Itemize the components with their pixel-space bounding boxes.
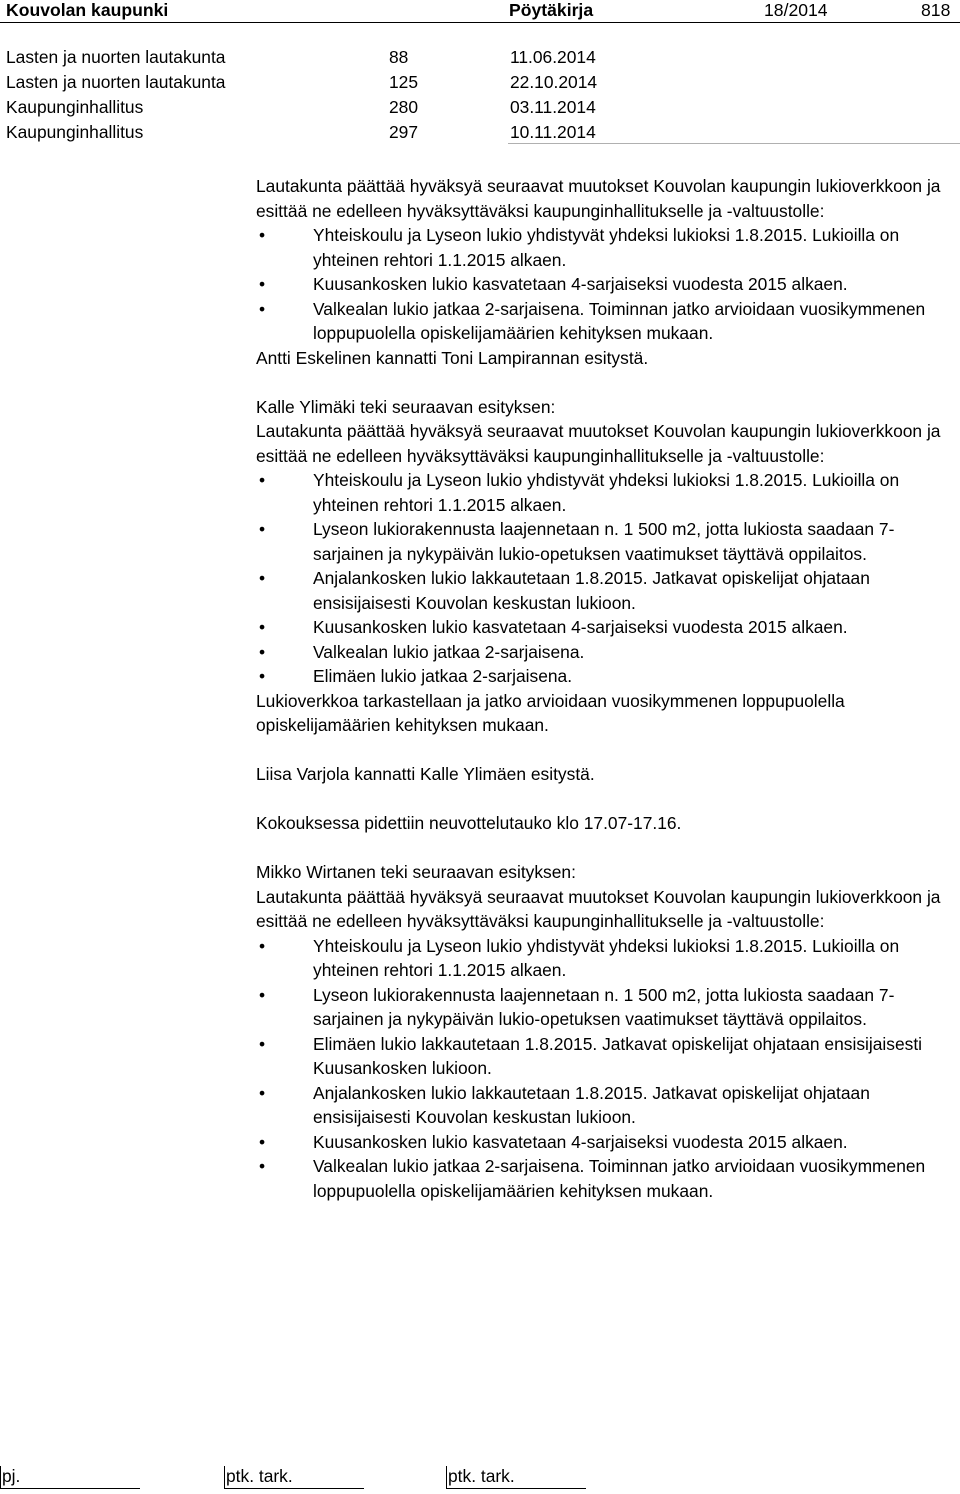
- document-type: Pöytäkirja: [509, 0, 594, 20]
- chair-initials-field: [0, 1466, 140, 1489]
- history-row: [6, 70, 946, 95]
- history-divider: [508, 143, 960, 144]
- list-item: • Valkealan lukio jatkaa 2-sarjaisena. Toiminnan jatko arvioidaan vuosikymmenen loppupuolella opiskelijamäärien kehityksen mukaan.: [256, 297, 946, 346]
- history-section-number: 88: [389, 47, 409, 67]
- meeting-break-note: Kokouksessa pidettiin neuvottelutauko klo 17.07-17.16.: [256, 813, 682, 833]
- field-divider: [224, 1466, 225, 1488]
- history-body: Lasten ja nuorten lautakunta: [6, 47, 226, 67]
- section1-bullets: [256, 223, 946, 346]
- bullet-icon: •: [258, 1131, 266, 1152]
- history-section-number: 125: [389, 72, 419, 92]
- section1-support: Antti Eskelinen kannatti Toni Lampirannan esitystä.: [256, 347, 649, 368]
- history-date: 22.10.2014: [510, 72, 598, 92]
- bullet-icon: •: [258, 225, 266, 245]
- history-row: [6, 45, 946, 70]
- section3-bullets: [256, 934, 946, 1204]
- bullet-icon: •: [258, 519, 266, 539]
- field-divider: [0, 1466, 1, 1488]
- section2-bullets: [256, 468, 946, 689]
- list-item: • Lyseon lukiorakennusta laajennetaan n. 1 500 m2, jotta lukiosta saadaan 7-sarjainen ja nykypäivän lukio-opetuksen vaatimukset täyttävä oppilaitos.: [256, 517, 946, 566]
- list-item: • Anjalankosken lukio lakkautetaan 1.8.2015. Jatkavat opiskelijat ohjataan ensisijaisesti Kouvolan keskustan lukioon.: [256, 1081, 946, 1130]
- history-section-number: 280: [389, 97, 419, 117]
- list-item: • Valkealan lukio jatkaa 2-sarjaisena.: [256, 640, 946, 665]
- history-date: 10.11.2014: [510, 122, 596, 142]
- bullet-icon: •: [258, 470, 266, 490]
- section2-intro: Lautakunta päättää hyväksyä seuraavat muutokset Kouvolan kaupungin lukioverkkoon ja esittää ne edelleen hyväksyttäväksi kaupunginhallitukselle ja -valtuustolle:: [256, 421, 941, 466]
- signature-footer: [0, 1466, 960, 1494]
- bullet-icon: •: [258, 1082, 266, 1103]
- bullet-icon: •: [258, 641, 266, 662]
- checker-initials-field: [224, 1466, 364, 1489]
- bullet-icon: •: [258, 298, 266, 319]
- page-header: [0, 0, 960, 22]
- bullet-icon: •: [258, 935, 266, 956]
- history-body: Lasten ja nuorten lautakunta: [6, 72, 226, 92]
- bullet-icon: •: [258, 984, 266, 1005]
- checker-initials-label: ptk. tark.: [226, 1466, 293, 1486]
- list-item: • Yhteiskoulu ja Lyseon lukio yhdistyvät yhdeksi lukioksi 1.8.2015. Lukioilla on yhteinen rehtori 1.1.2015 alkaen.: [256, 934, 946, 983]
- list-item: • Elimäen lukio lakkautetaan 1.8.2015. Jatkavat opiskelijat ohjataan ensisijaisesti Kuusankosken lukioon.: [256, 1032, 946, 1081]
- history-body: Kaupunginhallitus: [6, 97, 144, 117]
- bullet-icon: •: [258, 617, 266, 637]
- section2-closing: Lukioverkkoa tarkastellaan ja jatko arvioidaan vuosikymmenen loppupuolella opiskelijamäärien kehityksen mukaan.: [256, 690, 845, 735]
- section1-intro: Lautakunta päättää hyväksyä seuraavat muutokset Kouvolan kaupungin lukioverkkoon ja esittää ne edelleen hyväksyttäväksi kaupunginhallitukselle ja -valtuustolle:: [256, 176, 941, 221]
- list-item: • Kuusankosken lukio kasvatetaan 4-sarjaiseksi vuodesta 2015 alkaen.: [256, 272, 946, 297]
- history-body: Kaupunginhallitus: [6, 122, 144, 142]
- list-item: • Kuusankosken lukio kasvatetaan 4-sarjaiseksi vuodesta 2015 alkaen.: [256, 615, 946, 640]
- header-divider: [0, 22, 960, 23]
- history-date: 11.06.2014: [510, 47, 596, 67]
- section2-proposer: Kalle Ylimäki teki seuraavan esityksen:: [256, 396, 556, 417]
- list-item: • Lyseon lukiorakennusta laajennetaan n. 1 500 m2, jotta lukiosta saadaan 7-sarjainen ja nykypäivän lukio-opetuksen vaatimukset täyttävä oppilaitos.: [256, 983, 946, 1032]
- bullet-icon: •: [258, 666, 266, 686]
- history-row: [6, 95, 946, 120]
- history-date: 03.11.2014: [510, 97, 596, 117]
- list-item: • Valkealan lukio jatkaa 2-sarjaisena. Toiminnan jatko arvioidaan vuosikymmenen loppupuolella opiskelijamäärien kehityksen mukaan.: [256, 1154, 946, 1203]
- section3-intro: Lautakunta päättää hyväksyä seuraavat muutokset Kouvolan kaupungin lukioverkkoon ja esittää ne edelleen hyväksyttäväksi kaupunginhallitukselle ja -valtuustolle:: [256, 886, 941, 931]
- list-item: • Yhteiskoulu ja Lyseon lukio yhdistyvät yhdeksi lukioksi 1.8.2015. Lukioilla on yhteinen rehtori 1.1.2015 alkaen.: [256, 223, 946, 272]
- field-divider: [446, 1466, 447, 1488]
- bullet-icon: •: [258, 1156, 266, 1176]
- checker-initials-field: [446, 1466, 586, 1489]
- bullet-icon: •: [258, 1033, 266, 1054]
- history-section-number: 297: [389, 122, 419, 142]
- list-item: • Yhteiskoulu ja Lyseon lukio yhdistyvät yhdeksi lukioksi 1.8.2015. Lukioilla on yhteinen rehtori 1.1.2015 alkaen.: [256, 468, 946, 517]
- section2-support: Liisa Varjola kannatti Kalle Ylimäen esitystä.: [256, 764, 595, 784]
- section3-proposer: Mikko Wirtanen teki seuraavan esityksen:: [256, 862, 576, 882]
- list-item: • Elimäen lukio jatkaa 2-sarjaisena.: [256, 664, 946, 689]
- chair-initials-label: pj.: [2, 1466, 21, 1486]
- bullet-icon: •: [258, 274, 266, 294]
- document-number: 18/2014: [764, 0, 828, 20]
- processing-history: [6, 45, 946, 145]
- history-row: [6, 120, 946, 145]
- bullet-icon: •: [258, 568, 266, 588]
- minutes-body: [256, 174, 946, 1203]
- organization-name: Kouvolan kaupunki: [6, 0, 169, 20]
- list-item: • Anjalankosken lukio lakkautetaan 1.8.2015. Jatkavat opiskelijat ohjataan ensisijaisesti Kouvolan keskustan lukioon.: [256, 566, 946, 615]
- checker-initials-label: ptk. tark.: [448, 1466, 515, 1486]
- page-number: 818: [921, 0, 951, 20]
- list-item: • Kuusankosken lukio kasvatetaan 4-sarjaiseksi vuodesta 2015 alkaen.: [256, 1130, 946, 1155]
